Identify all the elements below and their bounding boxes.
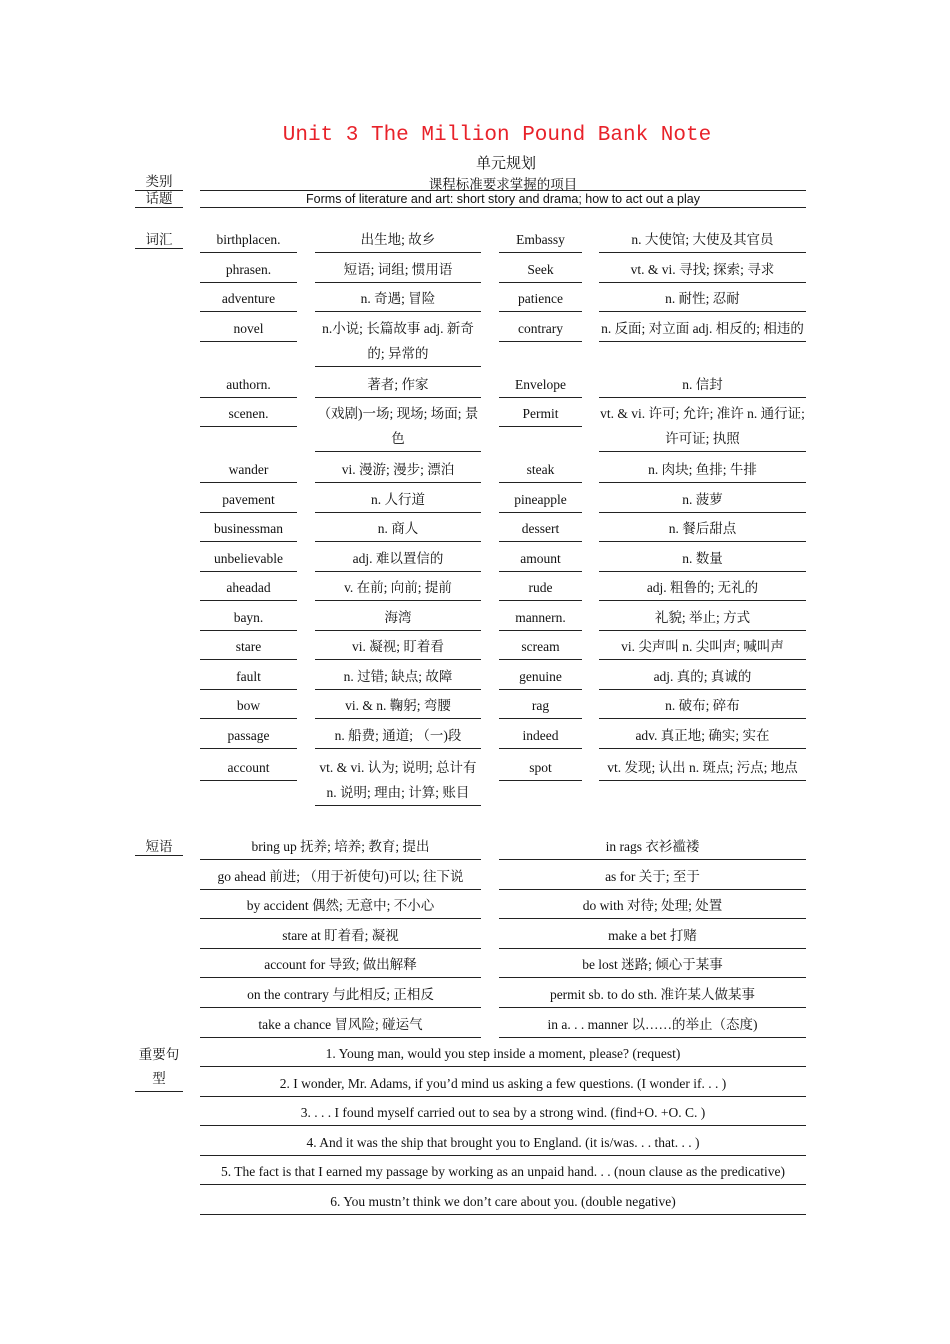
items-header: 课程标准要求掌握的项目 — [428, 177, 578, 192]
page-title: Unit 3 The Million Pound Bank Note — [282, 124, 712, 147]
vocab-meaning: （戏剧)一场; 现场; 场面; 景色 — [315, 401, 481, 452]
sentence-item: 1. Young man, would you step inside a moment, please? (request) — [200, 1041, 806, 1067]
vocab-meaning: n. 破布; 碎布 — [599, 693, 806, 719]
vocab-word: contrary — [499, 316, 582, 342]
phrase-item: go ahead 前进; （用于祈使句)可以; 往下说 — [200, 864, 481, 890]
phrase-item: bring up 抚养; 培养; 教育; 提出 — [200, 834, 481, 860]
vocab-word: Embassy — [499, 227, 582, 253]
vocab-meaning: vi. 漫游; 漫步; 漂泊 — [315, 457, 481, 483]
phrase-item: stare at 盯着看; 凝视 — [200, 923, 481, 949]
phrase-item: in rags 衣衫褴褛 — [499, 834, 806, 860]
vocab-meaning: vt. & vi. 许可; 允许; 准许 n. 通行证; 许可证; 执照 — [599, 401, 806, 452]
phrase-item: as for 关于; 至于 — [499, 864, 806, 890]
vocab-word: novel — [200, 316, 297, 342]
vocab-word: businessman — [200, 516, 297, 542]
vocab-word: Seek — [499, 257, 582, 283]
vocab-meaning: adj. 难以置信的 — [315, 546, 481, 572]
phrase-item: account for 导致; 做出解释 — [200, 952, 481, 978]
vocab-meaning: n. 信封 — [599, 372, 806, 398]
vocab-word: dessert — [499, 516, 582, 542]
vocab-meaning: vi. & n. 鞠躬; 弯腰 — [315, 693, 481, 719]
vocab-word: Envelope — [499, 372, 582, 398]
vocab-word: pineapple — [499, 487, 582, 513]
sentence-item: 4. And it was the ship that brought you to England. (it is/was. . . that. . . ) — [200, 1130, 806, 1156]
vocab-meaning: 海湾 — [315, 605, 481, 631]
phrase-item: permit sb. to do sth. 准许某人做某事 — [499, 982, 806, 1008]
vocab-meaning: n. 数量 — [599, 546, 806, 572]
vocab-word: indeed — [499, 723, 582, 749]
phrase-item: make a bet 打赌 — [499, 923, 806, 949]
vocab-word: adventure — [200, 286, 297, 312]
vocab-word: mannern. — [499, 605, 582, 631]
vocab-meaning: vi. 尖声叫 n. 尖叫声; 喊叫声 — [599, 634, 806, 660]
phrase-item: take a chance 冒风险; 碰运气 — [200, 1012, 481, 1038]
page-subtitle: 单元规划 — [475, 156, 536, 172]
sentence-item: 2. I wonder, Mr. Adams, if you’d mind us asking a few questions. (I wonder if. . . ) — [200, 1071, 806, 1097]
topic-label: 话题 — [135, 190, 183, 208]
vocab-word: phrasen. — [200, 257, 297, 283]
vocab-meaning: vt. 发现; 认出 n. 斑点; 污点; 地点 — [599, 755, 806, 781]
category-header: 类别 — [135, 173, 183, 191]
vocab-meaning: vt. & vi. 认为; 说明; 总计有 n. 说明; 理由; 计算; 账目 — [315, 755, 481, 806]
vocab-meaning: 出生地; 故乡 — [315, 227, 481, 253]
vocab-word: bow — [200, 693, 297, 719]
vocab-word: genuine — [499, 664, 582, 690]
phrase-item: on the contrary 与此相反; 正相反 — [200, 982, 481, 1008]
sentence-label: 重要句型 — [135, 1043, 183, 1092]
phrase-item: by accident 偶然; 无意中; 不小心 — [200, 893, 481, 919]
vocab-meaning: vt. & vi. 寻找; 探索; 寻求 — [599, 257, 806, 283]
vocab-word: rude — [499, 575, 582, 601]
vocab-word: rag — [499, 693, 582, 719]
vocab-word: passage — [200, 723, 297, 749]
phrase-item: be lost 迷路; 倾心于某事 — [499, 952, 806, 978]
vocab-meaning: n. 过错; 缺点; 故障 — [315, 664, 481, 690]
vocab-meaning: n.小说; 长篇故事 adj. 新奇的; 异常的 — [315, 316, 481, 367]
vocab-label: 词汇 — [135, 231, 183, 249]
vocab-word: spot — [499, 755, 582, 781]
vocab-meaning: adv. 真正地; 确实; 实在 — [599, 723, 806, 749]
vocab-meaning: adj. 粗鲁的; 无礼的 — [599, 575, 806, 601]
vocab-word: Permit — [499, 401, 582, 427]
vocab-meaning: n. 菠萝 — [599, 487, 806, 513]
vocab-word: pavement — [200, 487, 297, 513]
vocab-word: fault — [200, 664, 297, 690]
vocab-word: unbelievable — [200, 546, 297, 572]
sentence-item: 3. . . . I found myself carried out to sea by a strong wind. (find+O. +O. C. ) — [200, 1100, 806, 1126]
vocab-meaning: v. 在前; 向前; 提前 — [315, 575, 481, 601]
vocab-word: steak — [499, 457, 582, 483]
vocab-word: wander — [200, 457, 297, 483]
vocab-meaning: n. 船费; 通道; （一)段 — [315, 723, 481, 749]
vocab-meaning: n. 奇遇; 冒险 — [315, 286, 481, 312]
vocab-word: birthplacen. — [200, 227, 297, 253]
vocab-meaning: n. 大使馆; 大使及其官员 — [599, 227, 806, 253]
vocab-meaning: 著者; 作家 — [315, 372, 481, 398]
vocab-meaning: vi. 凝视; 盯着看 — [315, 634, 481, 660]
phrase-item: do with 对待; 处理; 处置 — [499, 893, 806, 919]
vocab-word: scenen. — [200, 401, 297, 427]
vocab-meaning: n. 商人 — [315, 516, 481, 542]
vocab-meaning: n. 反面; 对立面 adj. 相反的; 相违的 — [599, 316, 806, 342]
phrase-item: in a. . . manner 以……的举止（态度) — [499, 1012, 806, 1038]
vocab-word: bayn. — [200, 605, 297, 631]
vocab-meaning: n. 肉块; 鱼排; 牛排 — [599, 457, 806, 483]
vocab-word: scream — [499, 634, 582, 660]
sentence-item: 5. The fact is that I earned my passage by working as an unpaid hand. . . (noun clause as the predicative) — [200, 1159, 806, 1185]
vocab-meaning: n. 耐性; 忍耐 — [599, 286, 806, 312]
vocab-word: patience — [499, 286, 582, 312]
vocab-meaning: n. 人行道 — [315, 487, 481, 513]
vocab-meaning: n. 餐后甜点 — [599, 516, 806, 542]
phrase-label: 短语 — [135, 838, 183, 856]
vocab-meaning: adj. 真的; 真诚的 — [599, 664, 806, 690]
vocab-meaning: 短语; 词组; 惯用语 — [315, 257, 481, 283]
vocab-meaning: 礼貌; 举止; 方式 — [599, 605, 806, 631]
vocab-word: authorn. — [200, 372, 297, 398]
topic-text: Forms of literature and art: short story and drama; how to act out a play — [200, 190, 806, 208]
vocab-word: amount — [499, 546, 582, 572]
vocab-word: account — [200, 755, 297, 781]
vocab-word: aheadad — [200, 575, 297, 601]
sentence-item: 6. You mustn’t think we don’t care about you. (double negative) — [200, 1189, 806, 1215]
vocab-word: stare — [200, 634, 297, 660]
